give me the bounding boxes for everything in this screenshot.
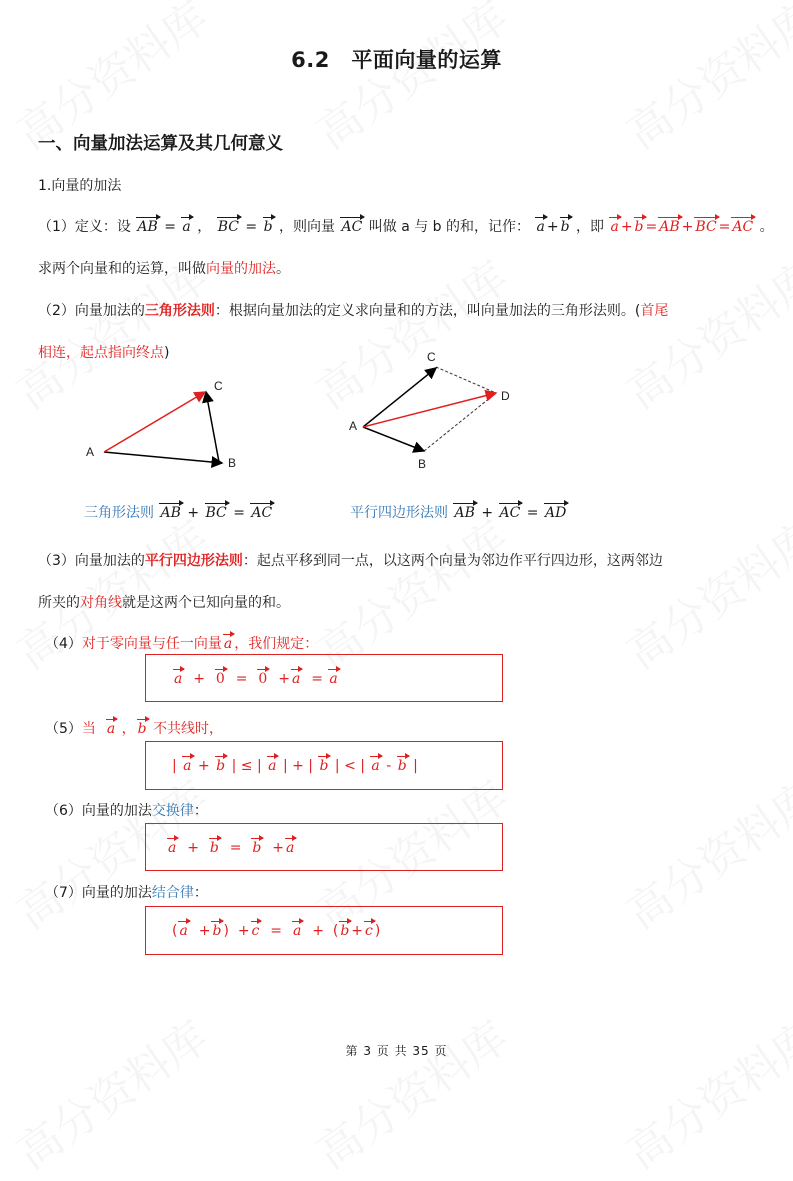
page-number: 第 3 页 共 35 页 <box>345 1044 448 1058</box>
rule-7-label <box>45 882 208 902</box>
period: 。 <box>276 261 290 277</box>
plus-sign: + <box>546 219 559 235</box>
equals-sign: = <box>526 505 539 521</box>
minus-sign: - <box>386 758 392 774</box>
point-label: A <box>86 445 95 459</box>
vector-b: b <box>560 219 570 235</box>
vector-b: b <box>216 758 226 774</box>
vector-BC: BC <box>205 505 227 521</box>
equals-sign: = <box>645 219 658 235</box>
equals-sign: = <box>270 923 283 939</box>
formula-box-zero-vector <box>145 654 503 702</box>
vector-a: a <box>182 219 191 235</box>
plus-sign: + <box>187 505 200 521</box>
equals-sign: = <box>229 840 242 856</box>
rule-prefix: （2）向量加法的 <box>38 303 145 319</box>
definition-text: 叫做 a 与 b 的和，记作： <box>368 219 531 235</box>
vector-b: b <box>252 840 262 856</box>
triangle-diagram <box>86 379 236 470</box>
equals-sign: = <box>233 505 245 521</box>
vector-a: a <box>223 636 233 652</box>
watermark <box>612 0 793 161</box>
vector-b: b <box>263 219 273 235</box>
vector-a: a <box>329 671 338 687</box>
vector-b: b <box>319 758 329 774</box>
watermark <box>612 763 793 942</box>
comma: ， <box>197 219 212 235</box>
watermark <box>612 1003 793 1181</box>
zero-vector: 0 <box>258 671 268 687</box>
vector-AB: AB <box>454 505 475 521</box>
equals-sign: = <box>718 219 731 235</box>
section-heading: 一、向量加法运算及其几何意义 <box>38 134 283 154</box>
vector-AC: AC <box>251 505 273 521</box>
plus-sign: + <box>681 219 694 235</box>
vector-AB: AB <box>659 219 680 235</box>
vector-c: c <box>365 923 373 939</box>
point-label: A <box>349 419 358 433</box>
vector-AC: AC <box>732 219 754 235</box>
equals-sign: = <box>311 671 323 687</box>
vector-AB: AB <box>137 219 158 235</box>
point-label: D <box>501 389 510 403</box>
plus-sign: + <box>312 923 324 939</box>
rule-text: 就是这两个已知向量的和。 <box>122 595 290 611</box>
vector-BC: BC <box>695 219 717 235</box>
highlight-term: 平行四边形法则 <box>144 553 243 569</box>
highlight-term: 向量的加法 <box>206 261 276 277</box>
rule-text: 向量的加法 <box>81 885 152 901</box>
vector-a: a <box>174 671 183 687</box>
formula-box-triangle-inequality <box>145 741 503 790</box>
vector-AD: AD <box>544 505 567 521</box>
point-label: B <box>228 456 237 470</box>
abs-bar: | <box>334 758 340 774</box>
vector-b: b <box>137 721 147 737</box>
vector-a: a <box>286 840 295 856</box>
vector-diagrams <box>0 340 793 480</box>
rule-4-label <box>45 633 318 653</box>
period: 。 <box>759 219 774 235</box>
definition-text: 求两个向量和的运算，叫做 <box>38 261 206 277</box>
equals-sign: = <box>164 219 176 235</box>
vector-b: b <box>634 219 644 235</box>
rule-number: （6） <box>45 803 82 819</box>
abs-bar: | <box>360 758 365 774</box>
highlight-term: 首尾 <box>640 303 669 319</box>
plus-sign: + <box>193 671 205 687</box>
formula-box-commutative <box>145 823 503 871</box>
plus-sign: + <box>620 219 633 235</box>
rule-number: （7） <box>45 885 82 901</box>
rule-5-label <box>45 718 223 738</box>
paren: ) <box>164 345 170 361</box>
vector-a: a <box>292 923 302 939</box>
vector-a: a <box>179 923 188 939</box>
abs-bar: | <box>308 758 314 774</box>
formula <box>172 758 418 774</box>
definition-formula <box>608 219 755 235</box>
parallelogram-rule-line <box>38 550 663 570</box>
caption-label: 平行四边形法则 <box>350 505 448 521</box>
colon: ： <box>193 885 208 901</box>
vector-BC: BC <box>217 219 239 235</box>
rule-text: 当 <box>81 721 96 737</box>
rule-text: ：根据向量加法的定义求向量和的方法，叫向量加法的三角形法则。( <box>214 303 641 319</box>
vector-a: a <box>106 721 116 737</box>
page-title: 6.2 平面向量的运算 <box>291 48 502 72</box>
formula-box-associative <box>145 906 503 955</box>
parallelogram-caption <box>350 502 568 522</box>
plus-sign: + <box>278 671 290 687</box>
triangle-rule-line <box>38 300 668 320</box>
abs-bar: | <box>413 758 418 774</box>
definition-prefix: （1）定义：设 <box>38 219 131 235</box>
vector-a: a <box>610 219 619 235</box>
point-label: C <box>214 379 223 393</box>
vector-AC: AC <box>499 505 521 521</box>
vector-a: a <box>291 671 301 687</box>
colon: ： <box>193 803 208 819</box>
vector-b: b <box>212 923 222 939</box>
highlight-term: 交换律 <box>151 803 194 819</box>
parallelogram-rule-line-2 <box>38 592 290 612</box>
watermark <box>302 0 519 161</box>
abs-bar: | <box>231 758 237 774</box>
abs-bar: | <box>282 758 288 774</box>
vector-b: b <box>209 840 219 856</box>
abs-bar: | <box>256 758 262 774</box>
equals-sign: = <box>235 671 248 687</box>
plus-sign: + <box>292 758 304 774</box>
plus-sign: + <box>198 923 211 939</box>
rule-text: ：起点平移到同一点，以这两个向量为邻边作平行四边形，这两邻边 <box>242 553 663 569</box>
paren: ( <box>172 923 178 939</box>
plus-sign: + <box>187 840 199 856</box>
comma: ， <box>121 721 136 737</box>
formula <box>172 923 380 939</box>
plus-sign: + <box>481 505 494 521</box>
highlight-term: 结合律 <box>151 885 194 901</box>
vector-b: b <box>340 923 350 939</box>
rule-text: 所夹的 <box>38 595 80 611</box>
vector-c: c <box>251 923 260 939</box>
definition-text: ，即 <box>576 219 604 235</box>
zero-vector: 0 <box>215 671 225 687</box>
watermark <box>302 1003 519 1181</box>
less-than-sign: < <box>344 758 356 774</box>
highlight-term: 对角线 <box>80 595 122 611</box>
point-label: C <box>427 350 436 364</box>
watermark <box>612 503 793 682</box>
rule-text: 向量的加法 <box>81 803 152 819</box>
point-label: B <box>418 457 427 471</box>
highlight-term: 相连，起点指向终点 <box>38 345 164 361</box>
parallelogram-diagram <box>349 350 510 471</box>
equals-sign: = <box>245 219 258 235</box>
vector-a: a <box>168 840 177 856</box>
plus-sign: + <box>351 923 364 939</box>
plus-sign: + <box>272 840 285 856</box>
vector-a: a <box>268 758 277 774</box>
definition-text: ，则向量 <box>279 219 336 235</box>
vector-a: a <box>371 758 380 774</box>
highlight-term: 三角形法则 <box>144 303 215 319</box>
plus-sign: + <box>237 923 250 939</box>
vector-AB: AB <box>160 505 181 521</box>
formula <box>166 840 296 856</box>
leq-sign: ≤ <box>240 758 253 774</box>
formula <box>172 671 340 687</box>
rule-6-label <box>45 800 208 820</box>
abs-bar: | <box>172 758 177 774</box>
rule-text: ，我们规定： <box>234 636 319 652</box>
plus-sign: + <box>197 758 210 774</box>
rule-prefix: （3）向量加法的 <box>38 553 145 569</box>
vector-a: a <box>183 758 192 774</box>
caption-label: 三角形法则 <box>84 505 154 521</box>
rule-text: 对于零向量与任一向量 <box>81 636 222 652</box>
watermark <box>2 1003 219 1181</box>
subsection-heading: 1.向量的加法 <box>38 178 122 194</box>
vector-AC: AC <box>341 219 363 235</box>
triangle-caption <box>84 502 274 522</box>
paren: ( <box>332 923 339 939</box>
rule-text: 不共线时， <box>153 721 224 737</box>
vector-b: b <box>397 758 407 774</box>
paren: ) <box>223 923 229 939</box>
definition-line-2 <box>38 258 290 278</box>
paren: ) <box>374 923 381 939</box>
rule-number: （5） <box>45 721 82 737</box>
vector-a: a <box>536 219 545 235</box>
rule-number: （4） <box>45 636 82 652</box>
definition-line <box>38 216 774 236</box>
